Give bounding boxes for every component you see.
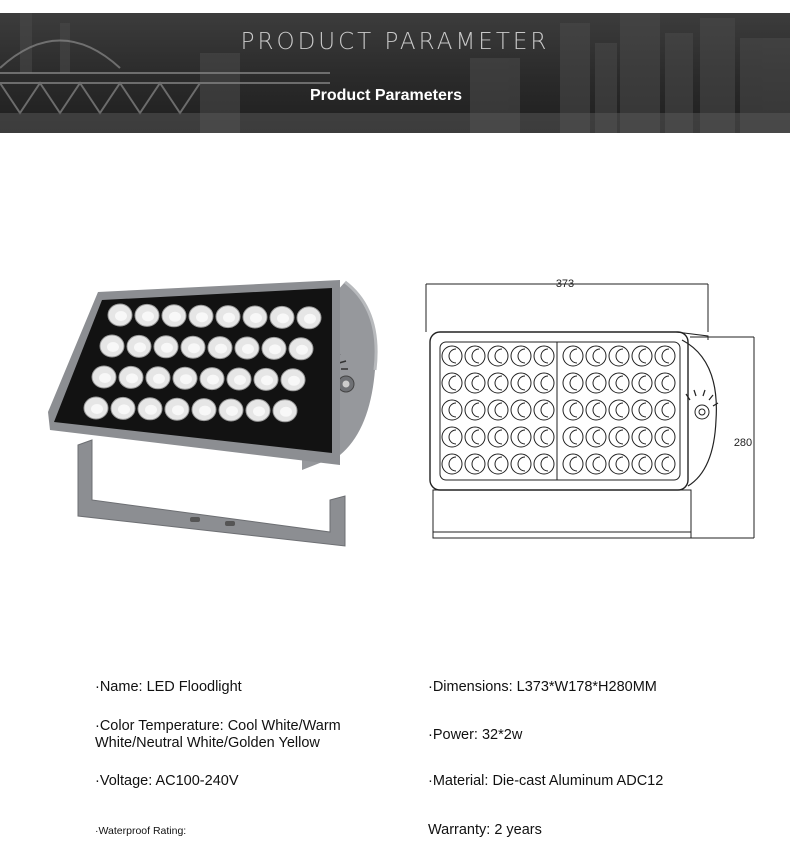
- drawing-lens-arc: [570, 349, 577, 363]
- spec-dimensions: ·Dimensions: L373*W178*H280MM: [428, 679, 657, 695]
- drawing-lens-arc: [449, 403, 456, 417]
- drawing-lens: [586, 346, 606, 366]
- drawing-lens-arc: [518, 457, 525, 471]
- drawing-lens: [609, 400, 629, 420]
- drawing-lens: [563, 454, 583, 474]
- drawing-lens: [563, 373, 583, 393]
- drawing-lens: [534, 400, 554, 420]
- height-dimension-label: 280: [733, 437, 753, 449]
- drawing-lens: [442, 427, 462, 447]
- drawing-lens: [511, 427, 531, 447]
- spec-name: ·Name: LED Floodlight: [95, 679, 242, 695]
- drawing-lens-arc: [639, 376, 646, 390]
- drawing-lens: [655, 427, 675, 447]
- led-lens-center: [215, 344, 227, 354]
- drawing-lens-arc: [662, 349, 669, 363]
- led-lens-center: [169, 312, 181, 322]
- banner-title: PRODUCT PARAMETER: [240, 29, 550, 55]
- drawing-lens: [465, 454, 485, 474]
- led-lens-center: [288, 376, 300, 386]
- drawing-lens: [609, 427, 629, 447]
- drawing-lens: [488, 427, 508, 447]
- drawing-lens-arc: [616, 457, 623, 471]
- drawing-lens-arc: [570, 457, 577, 471]
- drawing-bracket: [433, 490, 691, 538]
- drawing-lens-arc: [662, 403, 669, 417]
- spec-color-temperature: ·Color Temperature: Cool White/Warm White/Neutral White/Golden Yellow: [95, 718, 341, 751]
- drawing-lens-arc: [541, 457, 548, 471]
- drawing-lens: [534, 373, 554, 393]
- drawing-lens: [488, 346, 508, 366]
- drawing-lens: [586, 427, 606, 447]
- drawing-lens: [488, 400, 508, 420]
- led-lens-center: [142, 311, 154, 321]
- led-lens-center: [107, 342, 119, 352]
- drawing-lens-arc: [662, 430, 669, 444]
- led-lens-center: [242, 344, 254, 354]
- drawing-lens: [465, 400, 485, 420]
- drawing-lens: [563, 427, 583, 447]
- drawing-lens: [442, 400, 462, 420]
- led-lens-center: [172, 405, 184, 415]
- drawing-lens: [632, 454, 652, 474]
- drawing-lens: [609, 373, 629, 393]
- drawing-lens: [586, 373, 606, 393]
- drawing-lens: [586, 400, 606, 420]
- drawing-lens: [609, 454, 629, 474]
- drawing-lens: [465, 373, 485, 393]
- drawing-lens-arc: [495, 349, 502, 363]
- led-lens-center: [115, 311, 127, 321]
- drawing-lens-arc: [518, 376, 525, 390]
- width-dimension-label: 373: [555, 278, 575, 290]
- led-lens-center: [199, 406, 211, 416]
- drawing-lens-arc: [449, 376, 456, 390]
- drawing-lens-arc: [593, 403, 600, 417]
- drawing-lens-arc: [541, 430, 548, 444]
- drawing-lens-arc: [639, 457, 646, 471]
- drawing-lens-arc: [518, 430, 525, 444]
- drawing-lens-arc: [593, 457, 600, 471]
- drawing-lens: [632, 373, 652, 393]
- drawing-lens-arc: [616, 430, 623, 444]
- led-lens-center: [269, 344, 281, 354]
- led-lens-center: [180, 374, 192, 384]
- drawing-lens: [511, 400, 531, 420]
- drawing-lens: [488, 454, 508, 474]
- bracket-hole: [190, 517, 200, 522]
- drawing-lens-arc: [593, 349, 600, 363]
- drawing-lens-arc: [616, 403, 623, 417]
- drawing-lens-arc: [541, 376, 548, 390]
- led-lens-center: [261, 375, 273, 385]
- led-lens-center: [126, 373, 138, 383]
- led-lens-center: [253, 406, 265, 416]
- spec-material: ·Material: Die-cast Aluminum ADC12: [428, 773, 664, 789]
- drawing-lens: [534, 427, 554, 447]
- drawing-lens: [632, 346, 652, 366]
- drawing-lens: [511, 346, 531, 366]
- led-lens-center: [161, 343, 173, 353]
- drawing-lens: [586, 454, 606, 474]
- drawing-lens: [511, 454, 531, 474]
- drawing-lens: [655, 400, 675, 420]
- led-lens-center: [153, 374, 165, 384]
- drawing-lens-arc: [593, 376, 600, 390]
- drawing-lens: [442, 373, 462, 393]
- drawing-lens-arc: [518, 349, 525, 363]
- led-lens-center: [250, 313, 262, 323]
- spec-voltage: ·Voltage: AC100-240V: [95, 773, 239, 789]
- led-lens-center: [296, 345, 308, 355]
- led-lens-center: [304, 314, 316, 324]
- drawing-lens: [609, 346, 629, 366]
- drawing-lens: [534, 454, 554, 474]
- drawing-lens-arc: [495, 430, 502, 444]
- drawing-lens: [655, 454, 675, 474]
- drawing-lens-arc: [570, 403, 577, 417]
- drawing-lens-arc: [639, 430, 646, 444]
- drawing-lens-grid: [442, 346, 675, 474]
- led-lens-center: [196, 312, 208, 322]
- drawing-lens: [655, 373, 675, 393]
- drawing-lens: [488, 373, 508, 393]
- drawing-lens-arc: [449, 349, 456, 363]
- drawing-lens: [442, 346, 462, 366]
- drawing-lens-arc: [472, 376, 479, 390]
- drawing-lens-arc: [495, 376, 502, 390]
- drawing-lens: [563, 400, 583, 420]
- drawing-lens-arc: [616, 349, 623, 363]
- led-lens-center: [99, 373, 111, 383]
- led-lens-center: [223, 313, 235, 323]
- drawing-lens-arc: [449, 457, 456, 471]
- drawing-lens: [632, 400, 652, 420]
- drawing-lens-arc: [495, 457, 502, 471]
- drawing-lens-arc: [570, 376, 577, 390]
- drawing-lens: [632, 427, 652, 447]
- drawing-lens-arc: [495, 403, 502, 417]
- led-lens-center: [207, 375, 219, 385]
- drawing-lens-arc: [662, 457, 669, 471]
- drawing-body: [430, 332, 688, 490]
- drawing-lens-arc: [541, 349, 548, 363]
- drawing-lens-arc: [616, 376, 623, 390]
- led-lens-center: [277, 313, 289, 323]
- drawing-lens: [511, 373, 531, 393]
- led-lens-center: [226, 406, 238, 416]
- drawing-lens-arc: [662, 376, 669, 390]
- drawing-lens-arc: [472, 403, 479, 417]
- spec-waterproof: ·Waterproof Rating:: [95, 825, 187, 837]
- banner-subtitle: Product Parameters: [309, 87, 463, 104]
- drawing-fins: [686, 390, 718, 406]
- bracket-hole: [225, 521, 235, 526]
- header-banner: [0, 13, 790, 133]
- led-lens-center: [145, 405, 157, 415]
- led-lens-center: [118, 404, 130, 414]
- led-lens-center: [280, 407, 292, 417]
- spec-warranty: Warranty: 2 years: [428, 822, 542, 838]
- drawing-lens: [465, 346, 485, 366]
- drawing-lens: [655, 346, 675, 366]
- led-lens-center: [91, 404, 103, 414]
- drawing-lens-arc: [639, 349, 646, 363]
- spec-power: ·Power: 32*2w: [428, 727, 523, 743]
- drawing-lens-arc: [472, 430, 479, 444]
- drawing-lens-arc: [449, 430, 456, 444]
- drawing-lens-arc: [541, 403, 548, 417]
- drawing-lens-arc: [593, 430, 600, 444]
- technical-drawing: [420, 270, 765, 555]
- drawing-lens-arc: [570, 430, 577, 444]
- drawing-lens: [563, 346, 583, 366]
- drawing-lens: [465, 427, 485, 447]
- drawing-lens-arc: [639, 403, 646, 417]
- led-lens-center: [134, 342, 146, 352]
- led-lens-center: [188, 343, 200, 353]
- drawing-lens-arc: [518, 403, 525, 417]
- led-lens-center: [234, 375, 246, 385]
- drawing-lens-arc: [472, 457, 479, 471]
- drawing-lens-arc: [472, 349, 479, 363]
- floodlight-photo: [40, 270, 385, 555]
- drawing-lens: [442, 454, 462, 474]
- drawing-lens: [534, 346, 554, 366]
